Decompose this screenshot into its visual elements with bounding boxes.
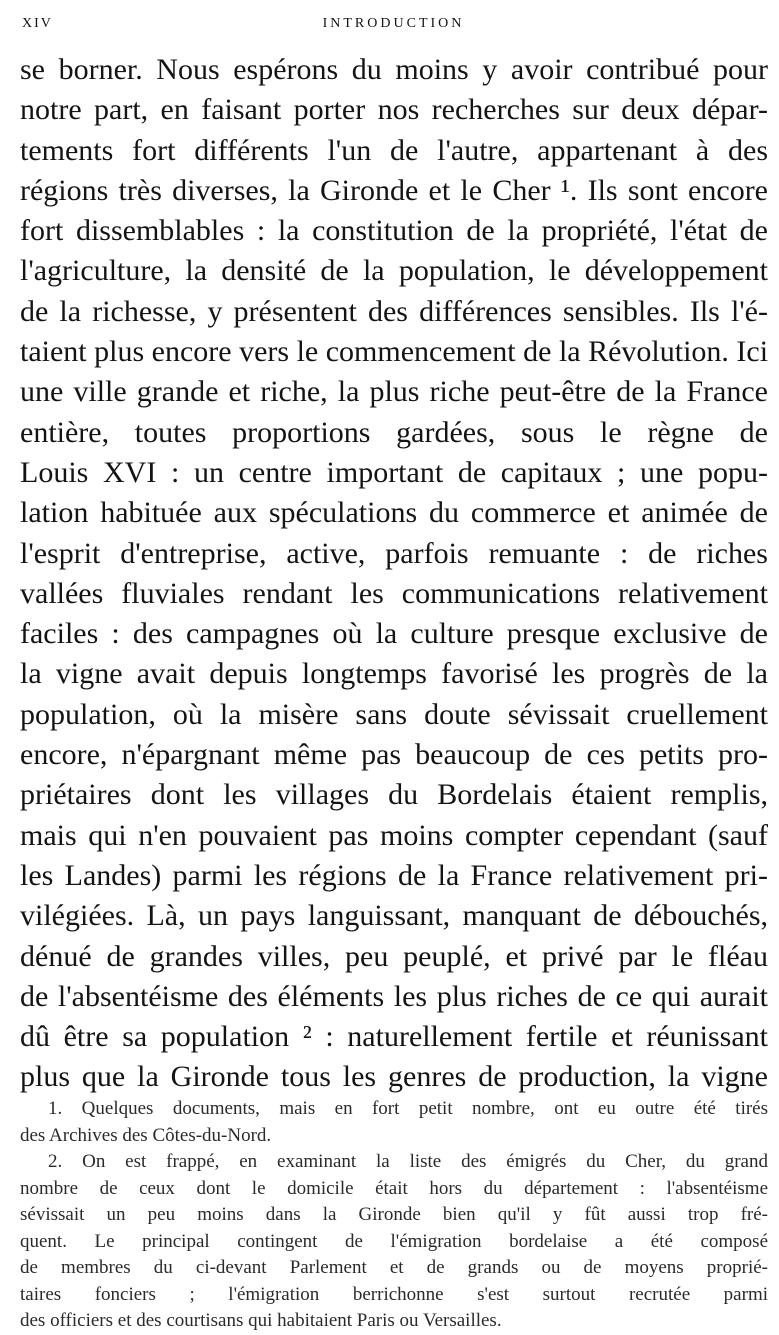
footnote-line: des Archives des Côtes-du-Nord. xyxy=(20,1124,272,1146)
body-line: l'agriculture, la densité de la population, le développement xyxy=(20,254,768,288)
body-line: mais qui n'en pouvaient pas moins compter cependant (sauf xyxy=(20,818,768,852)
body-line: priétaires dont les villages du Bordelais étaient remplis, xyxy=(20,778,768,812)
body-line: population, où la misère sans doute sévissait cruellement xyxy=(20,697,768,731)
body-line: vallées fluviales rendant les communications relativement xyxy=(20,576,768,610)
body-line: encore, n'épargnant même pas beaucoup de ces petits pro- xyxy=(20,738,768,772)
footnote-line: taires fonciers ; l'émigration berrichonne s'est surtout recrutée parmi xyxy=(20,1283,768,1305)
body-line: dû être sa population ² : naturellement fertile et réunissant xyxy=(20,1020,768,1054)
body-line: de la richesse, y présentent des différences sensibles. Ils l'é- xyxy=(20,294,768,328)
body-line: plus que la Gironde tous les genres de production, la vigne xyxy=(20,1060,768,1094)
body-line: faciles : des campagnes où la culture presque exclusive de xyxy=(20,617,768,651)
body-line: de l'absentéisme des éléments les plus riches de ce qui aurait xyxy=(20,979,768,1013)
body-line: vilégiées. Là, un pays languissant, manquant de débouchés, xyxy=(20,899,768,933)
footnote-line: sévissait un peu moins dans la Gironde bien qu'il y fût aussi trop fré- xyxy=(20,1204,768,1225)
body-line: se borner. Nous espérons du moins y avoir contribué pour xyxy=(20,53,768,86)
body-line: la vigne avait depuis longtemps favorisé les progrès de la xyxy=(20,657,768,691)
body-line: dénué de grandes villes, peu peuplé, et privé par le fléau xyxy=(20,939,768,973)
body-line: tements fort différents l'un de l'autre, appartenant à des xyxy=(20,133,768,167)
footnote-line: 1. Quelques documents, mais en fort petit nombre, ont eu outre été tirés xyxy=(48,1098,768,1119)
body-line: lation habituée aux spéculations du commerce et animée de xyxy=(20,496,768,530)
body-text xyxy=(20,50,768,1098)
footnote-line: 2. On est frappé, en examinant la liste des émigrés du Cher, du grand xyxy=(48,1151,768,1172)
footnote-line: nombre de ceux dont le domicile était hors du département : l'absentéisme xyxy=(20,1177,768,1199)
page-number: XIV xyxy=(22,16,53,31)
body-line: régions très diverses, la Gironde et le Cher ¹. Ils sont encore xyxy=(20,173,768,207)
body-line: entière, toutes proportions gardées, sous le règne de xyxy=(20,415,768,449)
footnote-line: de membres du ci-devant Parlement et de grands ou de moyens proprié- xyxy=(20,1257,768,1278)
running-head xyxy=(22,16,765,38)
body-line: taient plus encore vers le commencement de la Révolution. Ici xyxy=(20,335,769,369)
body-line: les Landes) parmi les régions de la France relativement pri- xyxy=(20,858,768,892)
footnote-line: des officiers et des courtisans qui habitaient Paris ou Versailles. xyxy=(20,1310,502,1331)
body-line: Louis XVI : un centre important de capitaux ; une popu- xyxy=(20,455,768,489)
body-line: l'esprit d'entreprise, active, parfois remuante : de riches xyxy=(20,536,768,570)
body-line: fort dissemblables : la constitution de la propriété, l'état de xyxy=(20,214,768,248)
footnote-line: quent. Le principal contingent de l'émigration bordelaise a été composé xyxy=(20,1230,768,1252)
footnotes xyxy=(20,1096,768,1335)
running-title: INTRODUCTION xyxy=(322,16,465,31)
body-line: une ville grande et riche, la plus riche peut-être de la France xyxy=(20,375,768,409)
body-line: notre part, en faisant porter nos recherches sur deux dépar- xyxy=(20,93,768,127)
